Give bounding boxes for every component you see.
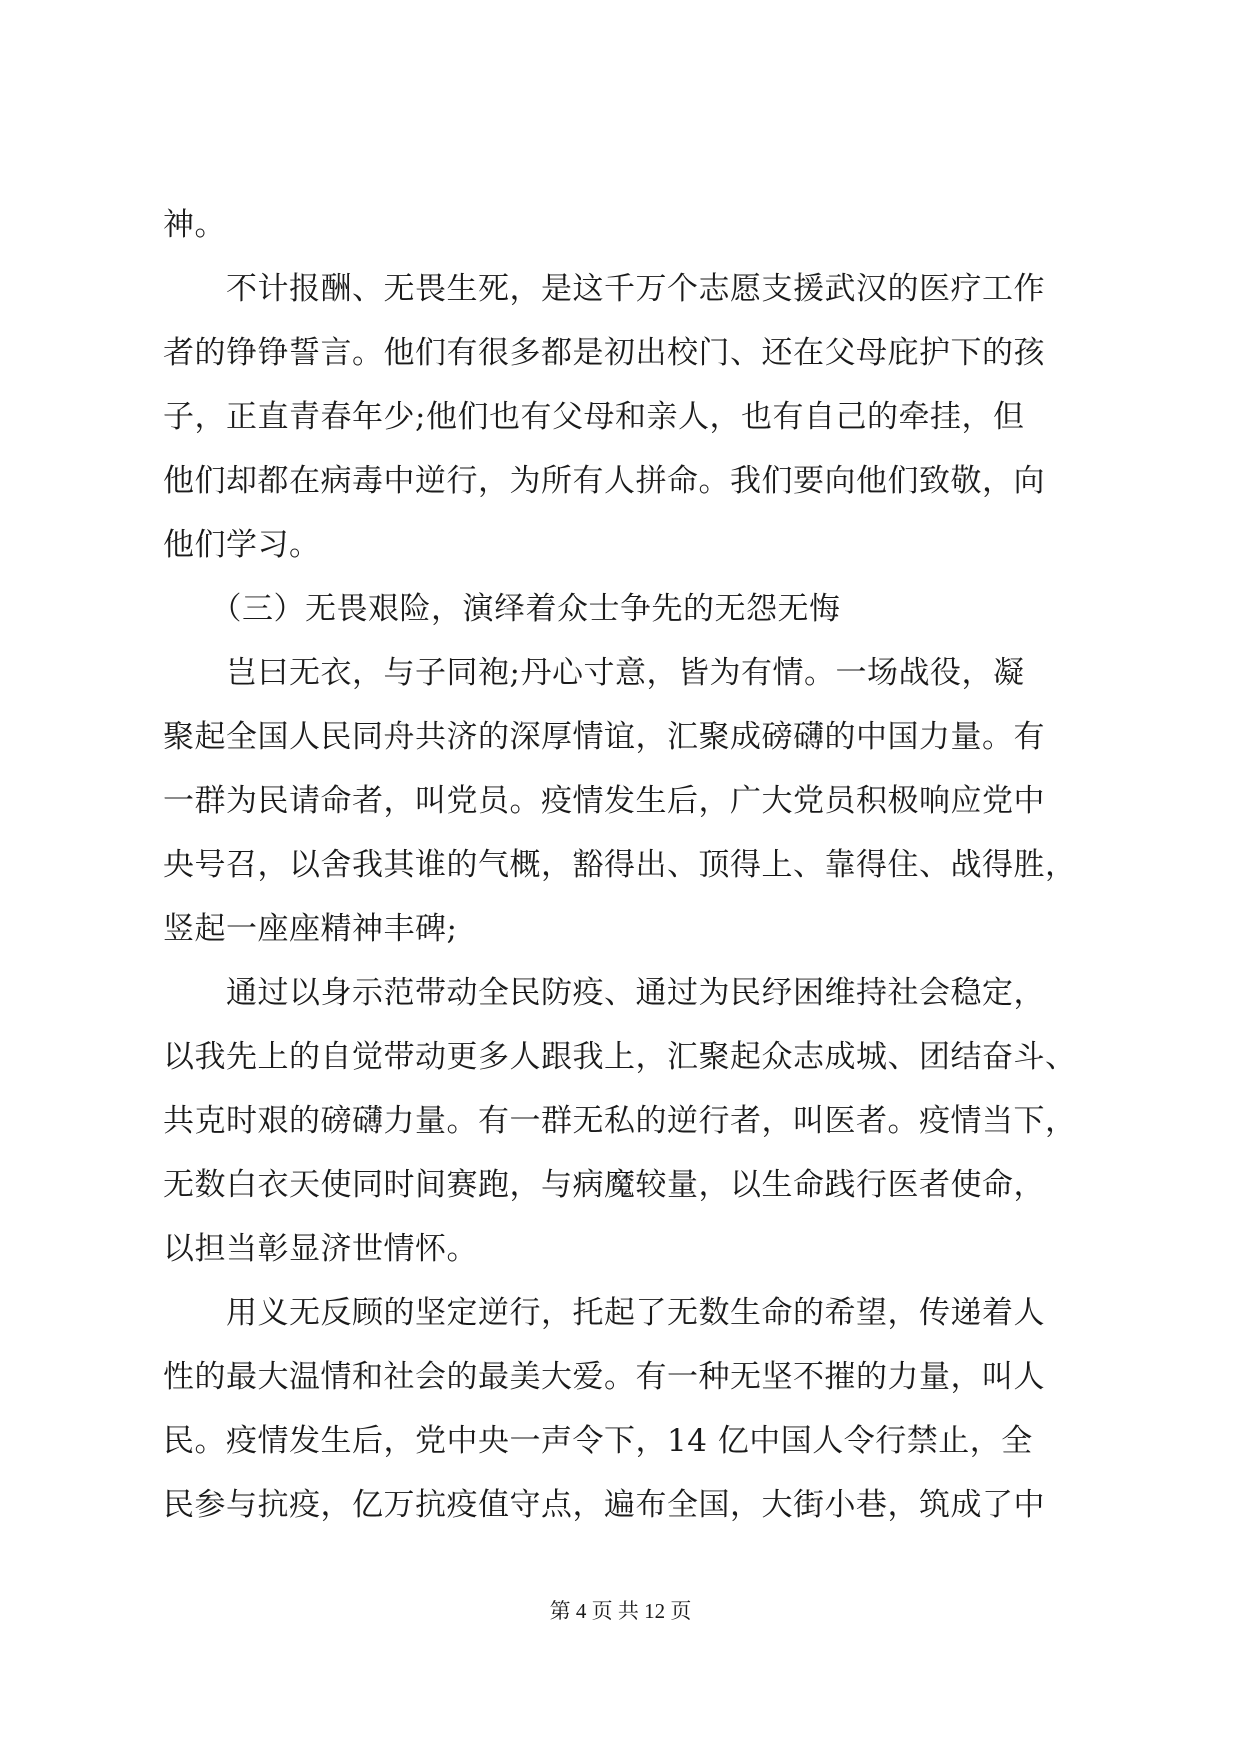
text-line: 性的最大温情和社会的最美大爱。有一种无坚不摧的力量，叫人 [163, 1359, 1045, 1395]
text-line: 聚起全国人民同舟共济的深厚情谊，汇聚成磅礴的中国力量。有 [163, 719, 1045, 755]
text-line: 岂曰无衣，与子同袍;丹心寸意，皆为有情。一场战役，凝 [163, 655, 1025, 691]
text-line: 用义无反顾的坚定逆行，托起了无数生命的希望，传递着人 [163, 1295, 1045, 1331]
text-line: 不计报酬、无畏生死，是这千万个志愿支援武汉的医疗工作 [163, 271, 1045, 307]
text-line: 以担当彰显济世情怀。 [163, 1231, 478, 1267]
text-line: 者的铮铮誓言。他们有很多都是初出校门、还在父母庇护下的孩 [163, 335, 1045, 371]
section-heading: （三）无畏艰险，演绎着众士争先的无怨无悔 [163, 591, 841, 627]
text-line: 子，正直青春年少;他们也有父母和亲人，也有自己的牵挂，但 [163, 399, 1025, 435]
text-line: 以我先上的自觉带动更多人跟我上，汇聚起众志成城、团结奋斗、 [163, 1039, 1077, 1075]
page-footer: 第 4 页 共 12 页 [549, 1599, 692, 1623]
text-line: 民参与抗疫，亿万抗疫值守点，遍布全国，大街小巷，筑成了中 [163, 1487, 1045, 1523]
text-line: 一群为民请命者，叫党员。疫情发生后，广大党员积极响应党中 [163, 783, 1045, 819]
text-line: 他们学习。 [163, 527, 321, 563]
text-line: 神。 [163, 207, 226, 243]
text-line: 竖起一座座精神丰碑; [163, 911, 458, 947]
text-line: 民。疫情发生后，党中央一声令下，14 亿中国人令行禁止，全 [163, 1423, 1033, 1459]
text-line: 他们却都在病毒中逆行，为所有人拼命。我们要向他们致敬，向 [163, 463, 1045, 499]
body-text [163, 205, 1083, 1549]
text-line: 无数白衣天使同时间赛跑，与病魔较量，以生命践行医者使命， [163, 1167, 1045, 1203]
text-line: 共克时艰的磅礴力量。有一群无私的逆行者，叫医者。疫情当下， [163, 1103, 1077, 1139]
text-line: 通过以身示范带动全民防疫、通过为民纾困维持社会稳定， [163, 975, 1045, 1011]
text-line: 央号召，以舍我其谁的气概，豁得出、顶得上、靠得住、战得胜， [163, 847, 1077, 883]
